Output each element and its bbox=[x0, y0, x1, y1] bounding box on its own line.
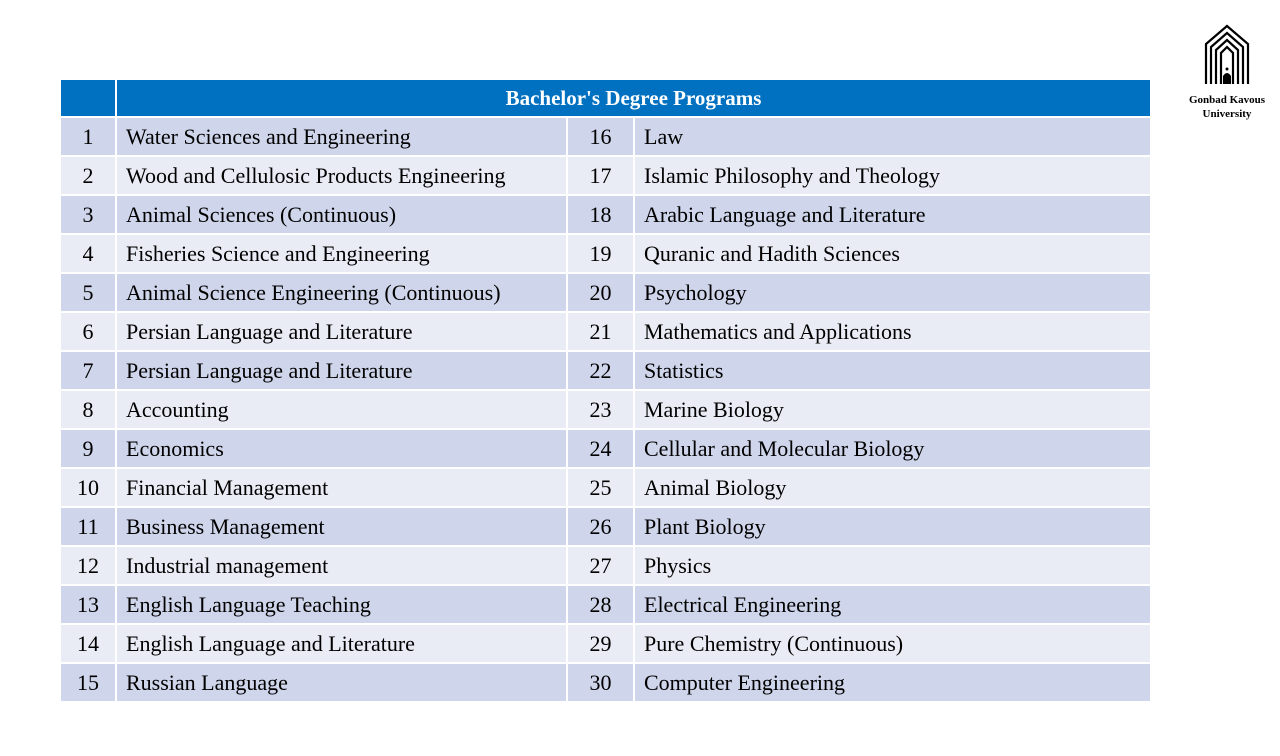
program-name: Law bbox=[634, 117, 1151, 156]
program-name: Statistics bbox=[634, 351, 1151, 390]
program-name: Plant Biology bbox=[634, 507, 1151, 546]
program-number: 15 bbox=[60, 663, 116, 702]
program-number: 2 bbox=[60, 156, 116, 195]
program-name: Arabic Language and Literature bbox=[634, 195, 1151, 234]
program-name: Accounting bbox=[116, 390, 567, 429]
program-number: 29 bbox=[567, 624, 634, 663]
table-row bbox=[60, 429, 1151, 468]
header-number-cell bbox=[60, 79, 116, 117]
program-number: 12 bbox=[60, 546, 116, 585]
program-number: 27 bbox=[567, 546, 634, 585]
program-name: Economics bbox=[116, 429, 567, 468]
program-number: 22 bbox=[567, 351, 634, 390]
program-number: 11 bbox=[60, 507, 116, 546]
program-name: Animal Biology bbox=[634, 468, 1151, 507]
program-number: 26 bbox=[567, 507, 634, 546]
table-row bbox=[60, 390, 1151, 429]
program-name: Psychology bbox=[634, 273, 1151, 312]
logo-line1: Gonbad Kavous bbox=[1188, 94, 1266, 106]
program-name: Fisheries Science and Engineering bbox=[116, 234, 567, 273]
table-row bbox=[60, 585, 1151, 624]
program-number: 19 bbox=[567, 234, 634, 273]
table-row bbox=[60, 546, 1151, 585]
program-number: 10 bbox=[60, 468, 116, 507]
program-number: 28 bbox=[567, 585, 634, 624]
program-name: Pure Chemistry (Continuous) bbox=[634, 624, 1151, 663]
program-number: 8 bbox=[60, 390, 116, 429]
program-name: Marine Biology bbox=[634, 390, 1151, 429]
table-row bbox=[60, 663, 1151, 702]
table-body bbox=[60, 117, 1151, 702]
table-row bbox=[60, 156, 1151, 195]
program-name: Financial Management bbox=[116, 468, 567, 507]
program-number: 3 bbox=[60, 195, 116, 234]
program-number: 23 bbox=[567, 390, 634, 429]
program-name: Quranic and Hadith Sciences bbox=[634, 234, 1151, 273]
program-number: 7 bbox=[60, 351, 116, 390]
program-number: 21 bbox=[567, 312, 634, 351]
table-row bbox=[60, 273, 1151, 312]
table-row bbox=[60, 312, 1151, 351]
program-number: 1 bbox=[60, 117, 116, 156]
table-title: Bachelor's Degree Programs bbox=[116, 79, 1151, 117]
program-name: Russian Language bbox=[116, 663, 567, 702]
program-name: Electrical Engineering bbox=[634, 585, 1151, 624]
table-row bbox=[60, 351, 1151, 390]
university-logo bbox=[1182, 24, 1272, 121]
program-number: 17 bbox=[567, 156, 634, 195]
program-name: Computer Engineering bbox=[634, 663, 1151, 702]
program-name: English Language and Literature bbox=[116, 624, 567, 663]
gonbad-tower-icon bbox=[1203, 24, 1251, 86]
table-row bbox=[60, 117, 1151, 156]
program-number: 25 bbox=[567, 468, 634, 507]
program-name: Animal Science Engineering (Continuous) bbox=[116, 273, 567, 312]
program-name: Mathematics and Applications bbox=[634, 312, 1151, 351]
table-row bbox=[60, 195, 1151, 234]
program-number: 13 bbox=[60, 585, 116, 624]
program-name: Islamic Philosophy and Theology bbox=[634, 156, 1151, 195]
program-name: Wood and Cellulosic Products Engineering bbox=[116, 156, 567, 195]
program-number: 6 bbox=[60, 312, 116, 351]
program-number: 30 bbox=[567, 663, 634, 702]
program-number: 18 bbox=[567, 195, 634, 234]
program-name: Persian Language and Literature bbox=[116, 351, 567, 390]
program-number: 4 bbox=[60, 234, 116, 273]
program-name: Animal Sciences (Continuous) bbox=[116, 195, 567, 234]
program-number: 5 bbox=[60, 273, 116, 312]
program-name: Water Sciences and Engineering bbox=[116, 117, 567, 156]
program-number: 9 bbox=[60, 429, 116, 468]
program-number: 20 bbox=[567, 273, 634, 312]
program-number: 14 bbox=[60, 624, 116, 663]
program-name: English Language Teaching bbox=[116, 585, 567, 624]
table-row bbox=[60, 234, 1151, 273]
program-number: 16 bbox=[567, 117, 634, 156]
table-row bbox=[60, 507, 1151, 546]
program-name: Industrial management bbox=[116, 546, 567, 585]
program-number: 24 bbox=[567, 429, 634, 468]
program-name: Business Management bbox=[116, 507, 567, 546]
programs-table bbox=[59, 78, 1152, 703]
program-name: Persian Language and Literature bbox=[116, 312, 567, 351]
logo-line2: University bbox=[1202, 108, 1252, 120]
program-name: Physics bbox=[634, 546, 1151, 585]
table-row bbox=[60, 468, 1151, 507]
program-name: Cellular and Molecular Biology bbox=[634, 429, 1151, 468]
table-header-row bbox=[60, 79, 1151, 117]
table-row bbox=[60, 624, 1151, 663]
